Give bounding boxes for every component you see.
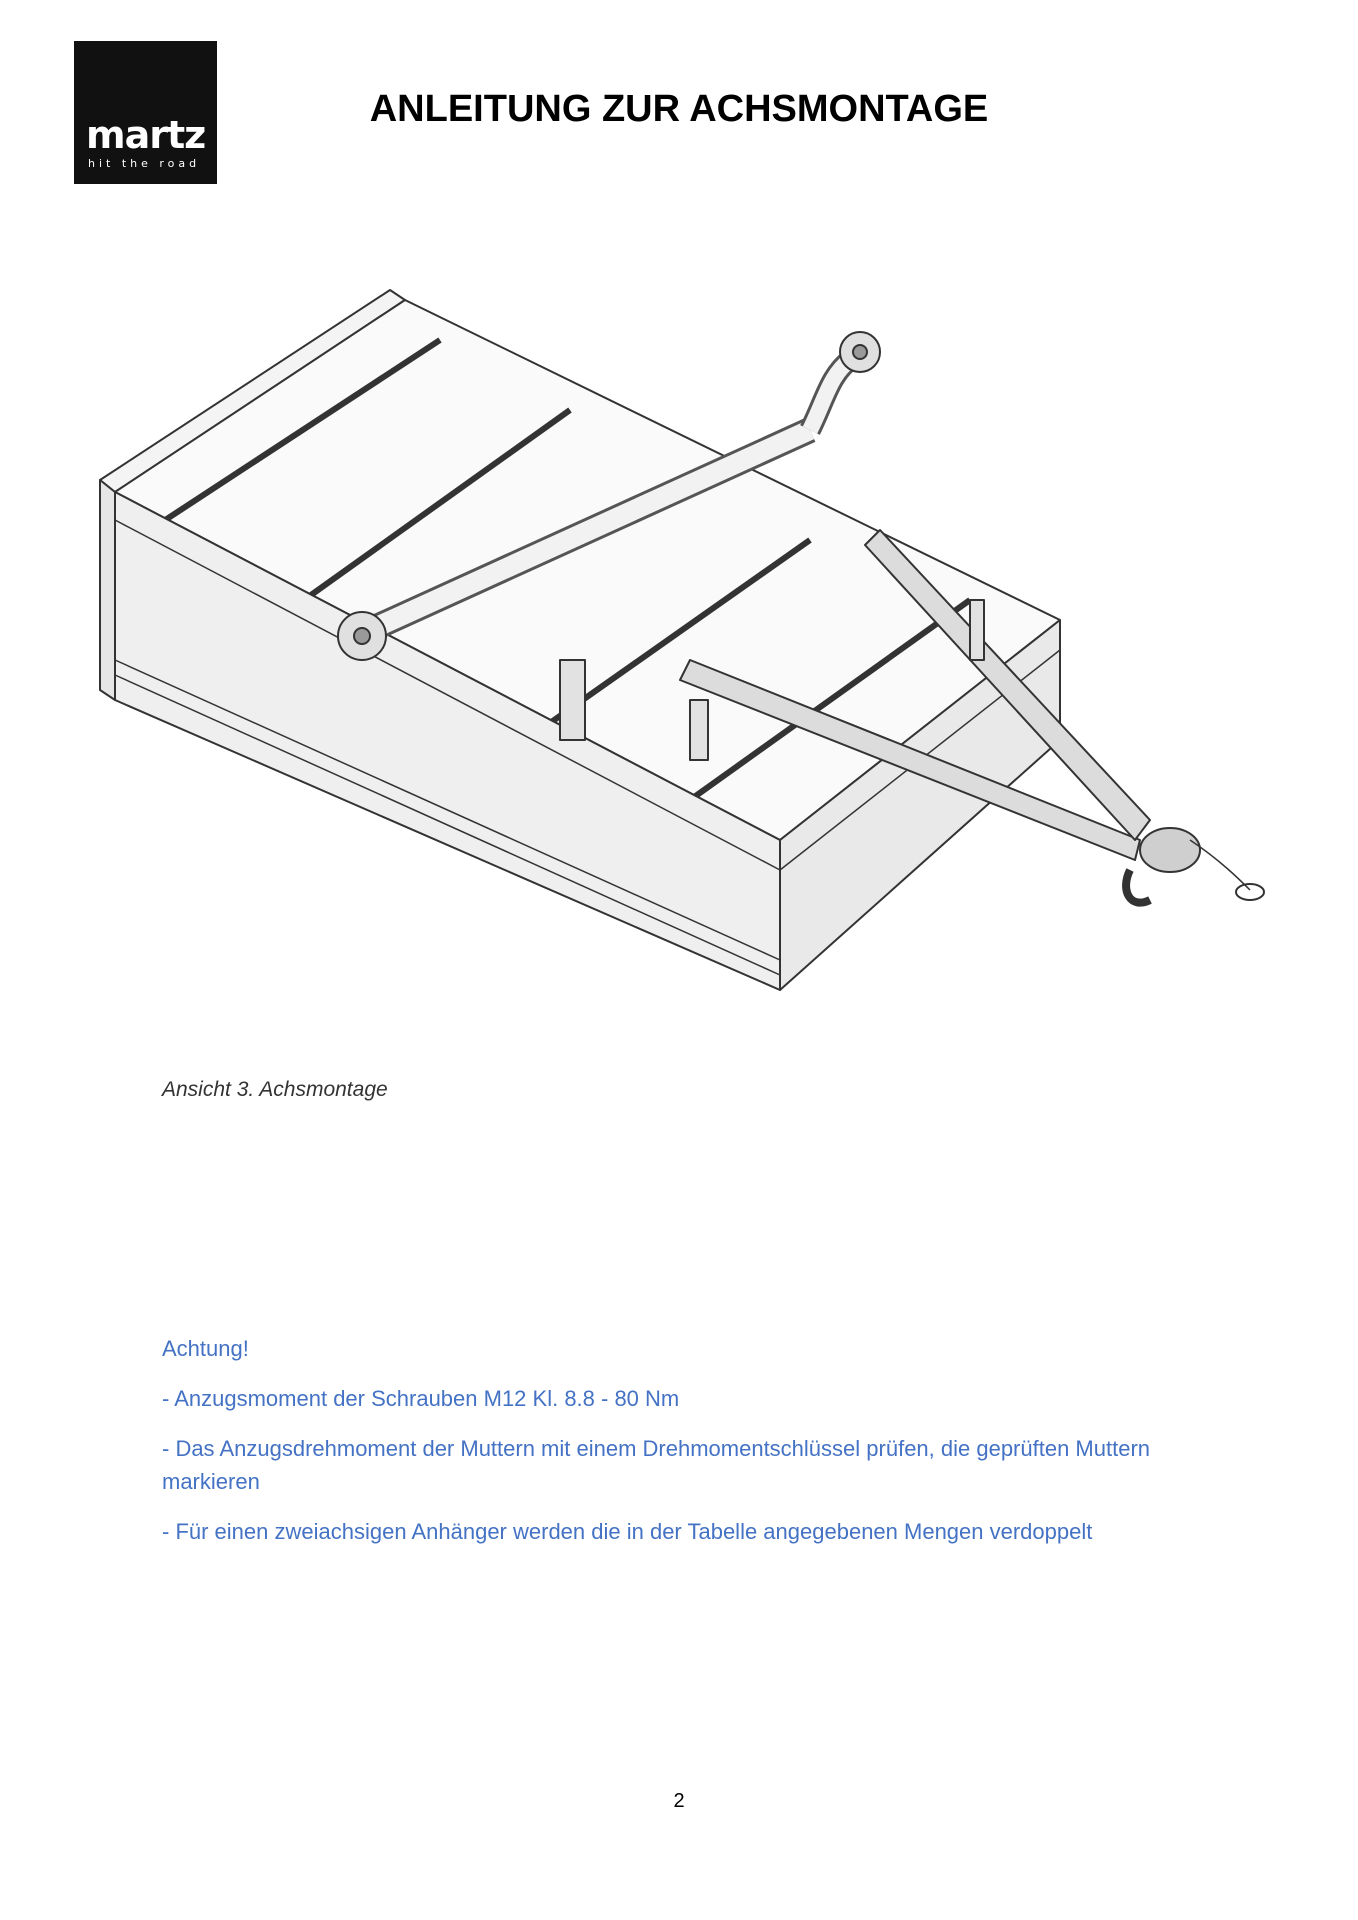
notes-block (162, 1332, 1212, 1565)
figure-caption: Ansicht 3. Achsmontage (162, 1078, 388, 1101)
page-title: ANLEITUNG ZUR ACHSMONTAGE (369, 88, 989, 130)
coupling-head (1140, 828, 1200, 872)
trailer-axle-drawing (90, 280, 1270, 1000)
logo-tagline: hit the road (88, 157, 201, 170)
note-item: - Das Anzugsdrehmoment der Muttern mit einem Drehmomentschlüssel prüfen, die geprüften Muttern markieren (162, 1436, 1151, 1494)
logo-name: martz (86, 113, 206, 157)
notes-heading: Achtung! (162, 1336, 249, 1361)
note-item: - Anzugsmoment der Schrauben M12 Kl. 8.8 - 80 Nm (162, 1386, 680, 1411)
page-number: 2 (673, 1790, 685, 1812)
note-item: - Für einen zweiachsigen Anhänger werden die in der Tabelle angegebenen Mengen verdoppelt (162, 1519, 1093, 1544)
